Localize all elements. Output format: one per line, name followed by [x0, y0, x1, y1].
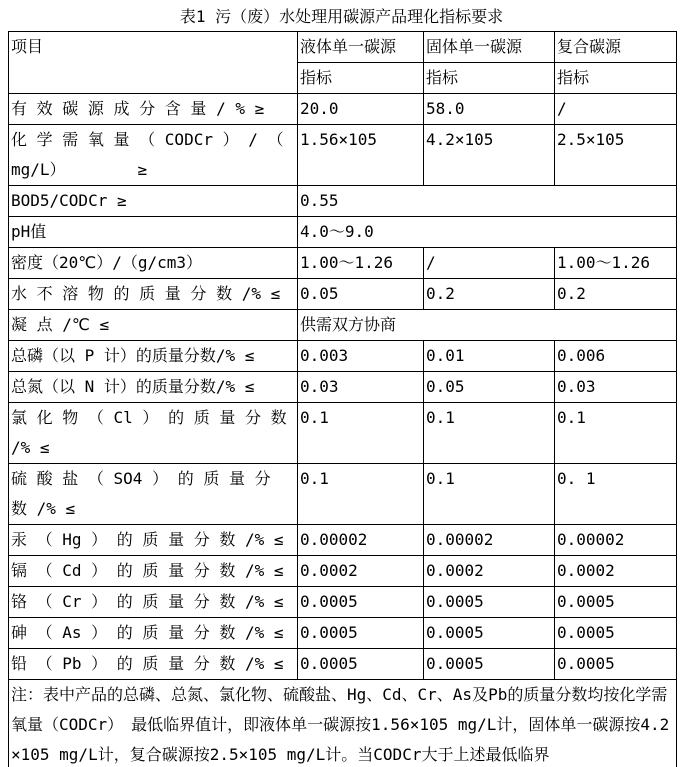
table-row	[9, 94, 677, 125]
value-cell: 0.00002	[424, 525, 555, 556]
value-cell: 0.05	[424, 372, 555, 403]
row-label: 氯 化 物 （ Cl ） 的 质 量 分 数 /% ≤	[9, 403, 298, 464]
value-cell: 0. 1	[555, 464, 677, 525]
row-label: 密度（20℃）/（g/cm3）	[9, 248, 298, 279]
value-cell: 0.1	[424, 403, 555, 464]
table-row	[9, 186, 677, 217]
value-cell-spanned: 0.55	[298, 186, 677, 217]
value-cell-spanned: 供需双方协商	[298, 310, 677, 341]
value-cell: 58.0	[424, 94, 555, 125]
table-row	[9, 248, 677, 279]
table-row	[9, 618, 677, 649]
value-cell: 4.2×105	[424, 125, 555, 186]
row-label: 有 效 碳 源 成 分 含 量 / % ≥	[9, 94, 298, 125]
row-label: 铬 （ Cr ） 的 质 量 分 数 /% ≤	[9, 587, 298, 618]
row-label: 水 不 溶 物 的 质 量 分 数 /% ≤	[9, 279, 298, 310]
value-cell: 0.0005	[555, 649, 677, 680]
row-label: 铅 （ Pb ） 的 质 量 分 数 /% ≤	[9, 649, 298, 680]
value-cell: 0.00002	[298, 525, 424, 556]
table-note: 注：表中产品的总磷、总氮、氯化物、硫酸盐、Hg、Cd、Cr、As及Pb的质量分数均按化学需氧量（CODCr） 最低临界值计，即液体单一碳源按1.56×105 mg/L计，固体单一碳源按4.2×105 mg/L计，复合碳源按2.5×105 mg/L计。当CODCr大于上述最低临界	[9, 680, 677, 767]
row-label: BOD5/CODCr ≥	[9, 186, 298, 217]
row-label: 总氮（以 N 计）的质量分数/% ≤	[9, 372, 298, 403]
value-cell: 0.0002	[555, 556, 677, 587]
table-row	[9, 587, 677, 618]
value-cell: 0.1	[555, 403, 677, 464]
value-cell: 0.003	[298, 341, 424, 372]
value-cell: 0.0005	[298, 587, 424, 618]
value-cell: 0.03	[298, 372, 424, 403]
value-cell: 0.0005	[555, 618, 677, 649]
value-cell: 0.0002	[424, 556, 555, 587]
value-cell: 0.0005	[298, 649, 424, 680]
value-cell: 0.0005	[555, 587, 677, 618]
value-cell: 0.0005	[298, 618, 424, 649]
value-cell: 2.5×105	[555, 125, 677, 186]
table-row	[9, 310, 677, 341]
table-row	[9, 649, 677, 680]
value-cell: 1.00～1.26	[555, 248, 677, 279]
value-cell: 0.03	[555, 372, 677, 403]
col-header-compound-carbon: 复合碳源	[555, 32, 677, 63]
row-label: 镉 （ Cd ） 的 质 量 分 数 /% ≤	[9, 556, 298, 587]
row-label: 硫 酸 盐 （ SO4 ） 的 质 量 分 数 /% ≤	[9, 464, 298, 525]
value-cell: 0.2	[555, 279, 677, 310]
row-label: 总磷（以 P 计）的质量分数/% ≤	[9, 341, 298, 372]
value-cell: 0.1	[298, 464, 424, 525]
subheader-indicator-solid: 指标	[424, 63, 555, 94]
spec-table	[8, 31, 677, 767]
value-cell: 0.00002	[555, 525, 677, 556]
value-cell: 0.1	[424, 464, 555, 525]
value-cell: 0.0005	[424, 618, 555, 649]
header-row-groups	[9, 32, 677, 63]
subheader-indicator-compound: 指标	[555, 63, 677, 94]
row-label: 汞 （ Hg ） 的 质 量 分 数 /% ≤	[9, 525, 298, 556]
col-header-liquid-single-carbon: 液体单一碳源	[298, 32, 424, 63]
table-row	[9, 525, 677, 556]
value-cell: 1.56×105	[298, 125, 424, 186]
value-cell: 20.0	[298, 94, 424, 125]
table-row	[9, 341, 677, 372]
value-cell: 0.0002	[298, 556, 424, 587]
value-cell: 0.1	[298, 403, 424, 464]
row-label: 砷 （ As ） 的 质 量 分 数 /% ≤	[9, 618, 298, 649]
subheader-indicator-liquid: 指标	[298, 63, 424, 94]
value-cell: 0.2	[424, 279, 555, 310]
value-cell: /	[555, 94, 677, 125]
value-cell: 1.00～1.26	[298, 248, 424, 279]
row-label: pH值	[9, 217, 298, 248]
table-row	[9, 403, 677, 464]
value-cell: 0.05	[298, 279, 424, 310]
col-header-item: 项目	[9, 32, 298, 94]
value-cell: 0.01	[424, 341, 555, 372]
note-row	[9, 680, 677, 767]
col-header-solid-single-carbon: 固体单一碳源	[424, 32, 555, 63]
table-row	[9, 279, 677, 310]
value-cell: 0.0005	[424, 649, 555, 680]
table-row	[9, 556, 677, 587]
table-caption: 表1 污（废）水处理用碳源产品理化指标要求	[179, 7, 504, 26]
value-cell: 0.006	[555, 341, 677, 372]
table-row	[9, 464, 677, 525]
table-row	[9, 125, 677, 186]
table-row	[9, 372, 677, 403]
value-cell: /	[424, 248, 555, 279]
row-label: 凝 点 /℃ ≤	[9, 310, 298, 341]
value-cell: 0.0005	[424, 587, 555, 618]
row-label: 化 学 需 氧 量 （ CODCr ） / （ mg/L） ≥	[9, 125, 298, 186]
value-cell-spanned: 4.0～9.0	[298, 217, 677, 248]
table-row	[9, 217, 677, 248]
